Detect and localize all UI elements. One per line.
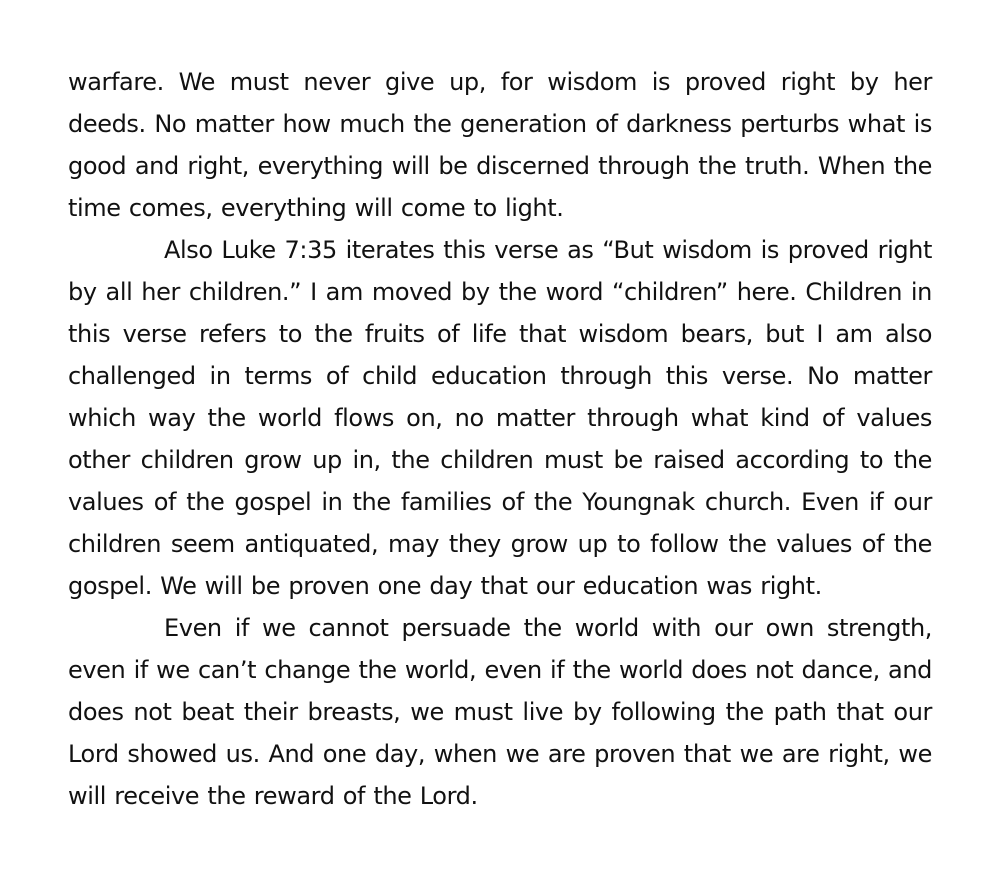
document-page xyxy=(68,61,932,817)
paragraph-persuade: Even if we cannot persuade the world with our own strength, even if we can’t change the world, even if the world does not dance, and does not beat their breasts, we must live by following the path that our Lord showed us. And one day, when we are proven that we are right, we will receive the reward of the Lord. xyxy=(68,614,932,810)
paragraph-warfare: warfare. We must never give up, for wisdom is proved right by her deeds. No matter how much the generation of darkness perturbs what is good and right, everything will be discerned through the truth. When the time comes, everything will come to light. xyxy=(68,68,932,222)
paragraph-luke: Also Luke 7:35 iterates this verse as “But wisdom is proved right by all her children.” I am moved by the word “children” here. Children in this verse refers to the fruits of life that wisdom bears, but I am also challenged in terms of child education through this verse. No matter which way the world flows on, no matter through what kind of values other children grow up in, the children must be raised according to the values of the gospel in the families of the Youngnak church. Even if our children seem antiquated, may they grow up to follow the values of the gospel. We will be proven one day that our education was right. xyxy=(68,236,932,600)
